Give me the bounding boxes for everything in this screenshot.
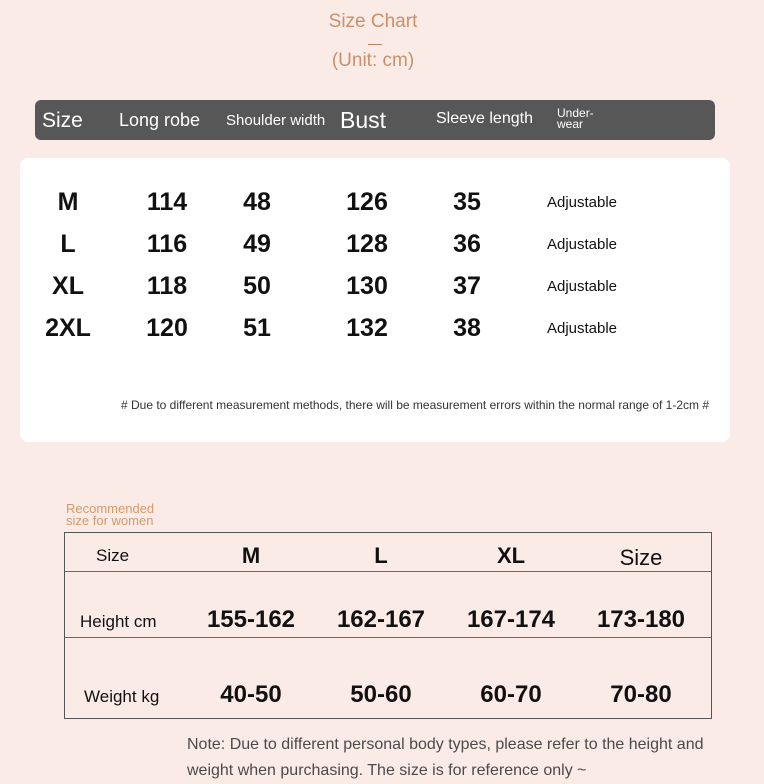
header-bust: Bust [340, 107, 387, 133]
sleeve-cell: 36 [453, 230, 481, 258]
weight-label: Weight kg [84, 687, 160, 706]
underwear-cell: Adjustable [546, 236, 618, 253]
sleeve-cell: 35 [453, 188, 481, 216]
height-value: 173-180 [596, 606, 686, 633]
row-divider [65, 637, 711, 638]
recommended-label [66, 503, 154, 527]
bust-cell: 132 [346, 314, 388, 342]
size-cell: M [57, 188, 79, 216]
bust-cell: 128 [346, 230, 388, 258]
header-l: L [374, 543, 388, 568]
weight-value: 40-50 [220, 681, 282, 708]
recommended-label-line1: Recommended [66, 501, 155, 516]
header-m: M [241, 543, 261, 568]
long-robe-cell: 118 [146, 272, 188, 300]
size-cell: 2XL [45, 314, 91, 342]
weight-value: 70-80 [610, 681, 672, 708]
bust-cell: 130 [346, 272, 388, 300]
sleeve-cell: 37 [453, 272, 481, 300]
shoulder-cell: 51 [243, 314, 271, 342]
long-robe-cell: 120 [146, 314, 188, 342]
height-value: 155-162 [206, 606, 296, 633]
weight-value: 60-70 [480, 681, 542, 708]
header-size-right: Size [619, 545, 663, 570]
underwear-cell: Adjustable [546, 194, 618, 211]
table-row [20, 230, 730, 260]
title-divider [368, 44, 382, 45]
table-row [20, 272, 730, 302]
measurement-note: # Due to different measurement methods, there will be measurement errors within the normal range of 1-2cm # [120, 398, 710, 412]
table-row [65, 606, 711, 636]
height-label: Height cm [80, 612, 157, 631]
unit-label: (Unit: cm) [331, 50, 415, 71]
weight-value: 50-60 [350, 681, 412, 708]
size-table-header [35, 100, 715, 140]
table-row [65, 541, 711, 571]
header-sleeve-length: Sleeve length [436, 110, 533, 127]
table-row [20, 188, 730, 218]
bust-cell: 126 [346, 188, 388, 216]
header-underwear: Under- wear [557, 106, 594, 131]
header-xl: XL [496, 543, 526, 568]
shoulder-cell: 48 [243, 188, 271, 216]
recommended-label-line2: size for women [66, 513, 154, 528]
header-size-label: Size [96, 546, 130, 565]
height-value: 167-174 [466, 606, 556, 633]
footer-note: Note: Due to different personal body types, please refer to the height and weight when purchasing. The size is for reference only ~ [187, 736, 704, 779]
header-size: Size [42, 109, 83, 132]
header-long-robe: Long robe [119, 110, 201, 130]
size-table [20, 158, 730, 442]
header-shoulder-width: Shoulder width [226, 112, 326, 129]
size-cell: XL [52, 272, 84, 300]
sleeve-cell: 38 [453, 314, 481, 342]
chart-title: Size Chart [328, 11, 418, 32]
long-robe-cell: 116 [146, 230, 188, 258]
height-value: 162-167 [336, 606, 426, 633]
size-cell: L [60, 230, 76, 258]
table-row [65, 681, 711, 711]
underwear-cell: Adjustable [546, 278, 618, 295]
shoulder-cell: 50 [243, 272, 271, 300]
long-robe-cell: 114 [146, 188, 188, 216]
underwear-cell: Adjustable [546, 320, 618, 337]
table-row [20, 314, 730, 344]
row-divider [65, 571, 711, 572]
recommendation-table [64, 532, 712, 719]
shoulder-cell: 49 [243, 230, 271, 258]
